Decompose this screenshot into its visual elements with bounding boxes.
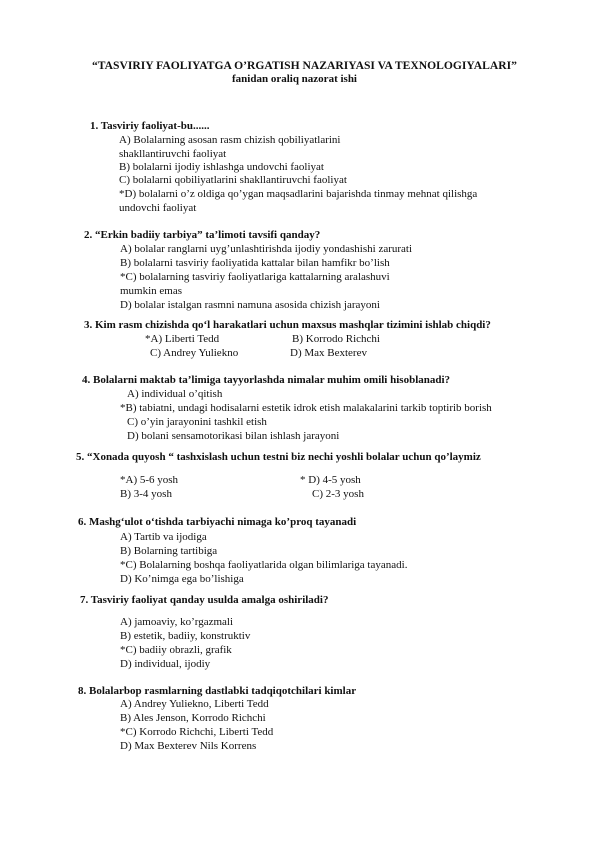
question-8: 8. Bolalarbop rasmlarning dastlabki tadqiqotchilari kimlar <box>78 685 357 697</box>
q7-option-a: A) jamoaviy, ko’rgazmali <box>120 616 234 628</box>
q1-option-d: *D) bolalarni o’z oldiga qo’ygan maqsadlarini bajarishda tinmay mehnat qilishga <box>119 188 478 200</box>
question-3: 3. Kim rasm chizishda qo‘l harakatlari uchun maxsus mashqlar tizimini ishlab chiqdi? <box>84 319 491 331</box>
q5-option-c: C) 2-3 yosh <box>312 488 364 500</box>
question-7: 7. Tasviriy faoliyat qanday usulda amalga oshiriladi? <box>80 594 329 606</box>
q1-option-b: B) bolalarni ijodiy ishlashga undovchi faoliyat <box>119 161 324 173</box>
question-2: 2. “Erkin badiiy tarbiya” ta’limoti tavsifi qanday? <box>84 229 321 241</box>
q4-option-c: C) o’yin jarayonini tashkil etish <box>127 416 267 428</box>
q6-option-b: B) Bolarning tartibiga <box>120 545 218 557</box>
q2-option-b: B) bolalarni tasviriy faoliyatida kattalar bilan hamfikr bo’lish <box>120 257 390 269</box>
question-5: 5. “Xonada quyosh “ tashxislash uchun testni biz nechi yoshli bolalar uchun qo’laymiz <box>76 451 481 463</box>
document-subtitle: fanidan oraliq nazorat ishi <box>232 73 357 85</box>
q1-option-d-cont: undovchi faoliyat <box>119 202 197 214</box>
q7-option-c: *C) badiiy obrazli, grafik <box>120 644 232 656</box>
question-4: 4. Bolalarni maktab ta’limiga tayyorlashda nimalar muhim omili hisoblanadi? <box>82 374 451 386</box>
q2-option-c-cont: mumkin emas <box>120 285 183 297</box>
q2-option-d: D) bolalar istalgan rasmni namuna asosida chizish jarayoni <box>120 299 380 311</box>
q1-option-a-cont: shakllantiruvchi faoliyat <box>119 148 227 160</box>
q5-option-d: * D) 4-5 yosh <box>300 474 361 486</box>
q1-option-c: C) bolalarni qobiliyatlarini shakllantiruvchi faoliyat <box>119 174 347 186</box>
q2-option-a: A) bolalar ranglarni uyg’unlashtirishda ijodiy yondashishi zarurati <box>120 243 413 255</box>
document-title: “TASVIRIY FAOLIYATGA O’RGATISH NAZARIYASI VA TEXNOLOGIYALARI” <box>92 59 517 72</box>
question-1: 1. Tasviriy faoliyat-bu...... <box>90 120 210 132</box>
q3-option-a: *A) Liberti Tedd <box>145 333 220 345</box>
q6-option-d: D) Ko’nimga ega bo’lishiga <box>120 573 244 585</box>
q3-option-b: B) Korrodo Richchi <box>292 333 380 345</box>
q3-option-c: C) Andrey Yuliekno <box>150 347 239 359</box>
q5-option-b: B) 3-4 yosh <box>120 488 172 500</box>
q7-option-b: B) estetik, badiiy, konstruktiv <box>120 630 251 642</box>
q4-option-a: A) individual o’qitish <box>127 388 223 400</box>
q1-option-a: A) Bolalarning asosan rasm chizish qobiliyatlarini <box>119 134 341 146</box>
q6-option-c: *C) Bolalarning boshqa faoliyatlarida olgan bilimlariga tayanadi. <box>120 559 408 571</box>
q6-option-a: A) Tartib va ijodiga <box>120 531 207 543</box>
q3-option-d: D) Max Bexterev <box>290 347 367 359</box>
q8-option-a: A) Andrey Yuliekno, Liberti Tedd <box>120 698 269 710</box>
q8-option-d: D) Max Bexterev Nils Korrens <box>120 740 257 752</box>
q7-option-d: D) individual, ijodiy <box>120 658 211 670</box>
q5-option-a: *A) 5-6 yosh <box>120 474 179 486</box>
q2-option-c: *C) bolalarning tasviriy faoliyatlariga kattalarning aralashuvi <box>120 271 390 283</box>
q8-option-c: *C) Korrodo Richchi, Liberti Tedd <box>120 726 274 738</box>
q4-option-b: *B) tabiatni, undagi hodisalarni estetik idrok etish malakalarini tarkib toptirib borish <box>120 402 492 414</box>
question-6: 6. Mashg‘ulot o‘tishda tarbiyachi nimaga ko’proq tayanadi <box>78 516 357 528</box>
q8-option-b: B) Ales Jenson, Korrodo Richchi <box>120 712 266 724</box>
q4-option-d: D) bolani sensamotorikasi bilan ishlash jarayoni <box>127 430 340 442</box>
